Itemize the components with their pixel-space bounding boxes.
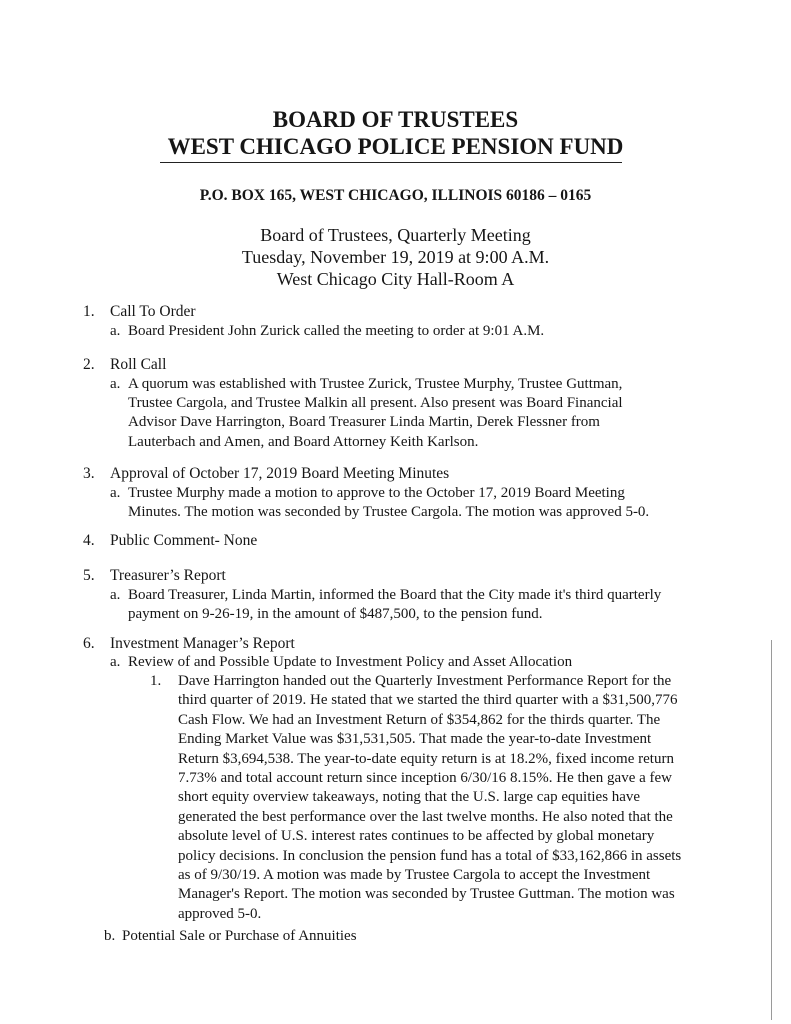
item-5-sub-a: a. Board Treasurer, Linda Martin, informed the Board that the City made it's third quarterly payment on 9-26-19, in the amount of $487,500, to the pension fund. (110, 587, 662, 623)
item-number: 1. (83, 303, 95, 320)
title-underline (160, 162, 622, 163)
agenda-item-1 (83, 302, 196, 321)
scan-edge-line (771, 640, 772, 1020)
meeting-line1: Board of Trustees, Quarterly Meeting (260, 225, 531, 245)
address-line: P.O. BOX 165, WEST CHICAGO, ILLINOIS 60186 – 0165 (199, 187, 592, 204)
item-title: Roll Call (110, 356, 167, 373)
meeting-line2: Tuesday, November 19, 2019 at 9:00 A.M. (241, 247, 550, 267)
item-number: 4. (83, 532, 95, 549)
item-6-sub-a: a. Review of and Possible Update to Investment Policy and Asset Allocation (110, 654, 573, 670)
meeting-line3: West Chicago City Hall-Room A (276, 269, 515, 289)
item-number: 3. (83, 465, 95, 482)
item-number: 5. (83, 567, 95, 584)
agenda-item-4 (83, 531, 257, 550)
item-2-sub-a: a. A quorum was established with Trustee Zurick, Trustee Murphy, Trustee Guttman, Trustee Cargola, and Trustee Malkin all present. Also present was Board Financial Advisor Dave Harrington, Board Treasurer Linda Martin, Derek Flessner from Lauterbach and Amen, and Board Attorney Keith Karlson. (110, 376, 623, 450)
item-6-sub-a-1: 1. Dave Harrington handed out the Quarterly Investment Performance Report for the third quarter of 2019. He stated that we started the third quarter with a $31,500,776 Cash Flow. We had an Investment Return of $354,862 for the thirds quarter. The Ending Market Value was $31,531,505. That made the year-to-date Investment Return $3,694,538. The year-to-date equity return is at 18.2%, fixed income return 7.73% and total account return since inception 6/30/16 8.15%. He then gave a few short equity overview takeaways, noting that the U.S. large cap equities have generated the best performance over the last twelve months. He also noted that the absolute level of U.S. interest rates continues to be affected by global monetary policy decisions. In conclusion the pension fund has a total of $33,162,866 in assets as of 9/30/19. A motion was made by Trustee Cargola to accept the Investment Manager's Report. The motion was seconded by Trustee Guttman. The motion was approved 5-0. (150, 673, 682, 922)
item-1-sub-a: a. Board President John Zurick called the meeting to order at 9:01 A.M. (110, 323, 545, 339)
item-6-sub-b: b. Potential Sale or Purchase of Annuities (104, 928, 357, 944)
item-number: 6. (83, 635, 95, 652)
agenda-item-3 (83, 464, 449, 483)
item-title: Investment Manager’s Report (110, 635, 295, 652)
document-title-line1: BOARD OF TRUSTEES (272, 107, 519, 132)
item-title: Treasurer’s Report (110, 567, 226, 584)
agenda-item-5 (83, 566, 226, 585)
agenda-item-2 (83, 355, 166, 374)
agenda-item-6 (83, 634, 295, 653)
meeting-info (0, 224, 791, 290)
item-title: Approval of October 17, 2019 Board Meeting Minutes (110, 465, 450, 482)
item-3-sub-a: a. Trustee Murphy made a motion to approve to the October 17, 2019 Board Meeting Minutes. The motion was seconded by Trustee Cargola. The motion was approved 5-0. (110, 485, 650, 521)
document-title-line2: WEST CHICAGO POLICE PENSION FUND (167, 134, 624, 159)
item-title: Call To Order (110, 303, 196, 320)
item-title: Public Comment- None (110, 532, 258, 549)
item-number: 2. (83, 356, 95, 373)
